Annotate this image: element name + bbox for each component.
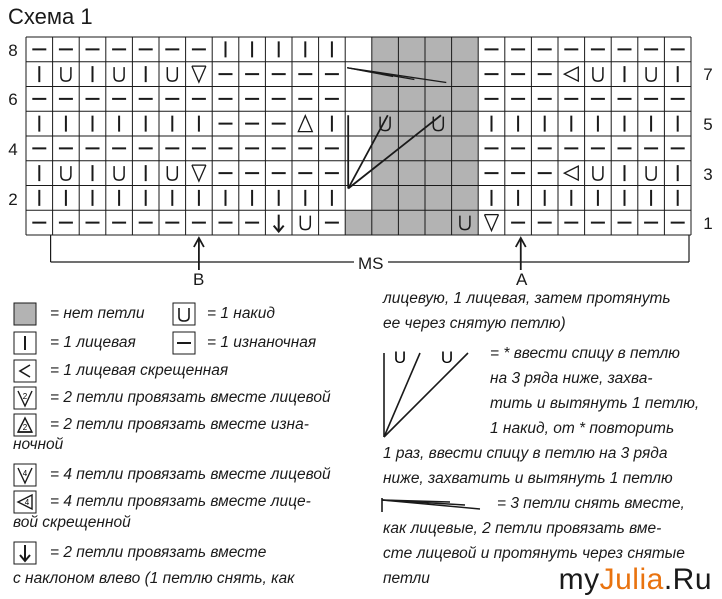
knit-symbol-icon bbox=[13, 331, 37, 355]
cluster-stitch-symbol-icon bbox=[380, 345, 476, 441]
marker-a-label: A bbox=[512, 270, 531, 290]
k4tog-tbl-symbol-icon bbox=[13, 490, 37, 514]
legend-ssk: = 2 петли провязать вместе bbox=[50, 544, 267, 561]
legend-slip3-cont-2: сте лицевой и протянуть через снятые bbox=[383, 545, 685, 562]
legend-slip3-cont-3: петли bbox=[383, 570, 430, 587]
twisted-knit-symbol-icon bbox=[13, 359, 37, 383]
watermark-my: my bbox=[558, 563, 600, 596]
yarn-over-stitch bbox=[646, 166, 656, 180]
yarn-over-stitch bbox=[300, 216, 310, 230]
legend-ssk-cont: с наклоном влево (1 петлю снять, как bbox=[13, 570, 295, 587]
legend-ssk-cont-3: ее через снятую петлю) bbox=[383, 315, 566, 332]
legend-slip3: = 3 петли снять вместе, bbox=[497, 495, 685, 512]
yarn-over-symbol-icon bbox=[172, 302, 196, 326]
purl-symbol-icon bbox=[172, 331, 196, 355]
svg-text:U: U bbox=[393, 348, 407, 367]
legend-yarn-over: = 1 накид bbox=[207, 305, 275, 322]
row-number-6: 6 bbox=[8, 90, 18, 109]
row-number-3: 3 bbox=[703, 165, 713, 184]
legend-slip3-cont-1: как лицевые, 2 петли провязать вме- bbox=[383, 520, 662, 537]
p2tog-symbol-icon bbox=[13, 413, 37, 437]
legend-purl: = 1 изнаночная bbox=[207, 334, 317, 351]
legend-twisted-knit: = 1 лицевая скрещенная bbox=[50, 362, 229, 379]
svg-text:2: 2 bbox=[22, 423, 28, 432]
watermark-logo bbox=[559, 563, 712, 597]
legend-cluster-cont-4: 1 раз, ввести спицу в петлю на 3 ряда bbox=[383, 445, 668, 462]
k4tog-tbl-stitch bbox=[564, 67, 578, 81]
ms-label: MS bbox=[354, 254, 388, 274]
k2tog-stitch bbox=[485, 215, 499, 231]
legend-k2tog: = 2 петли провязать вместе лицевой bbox=[50, 389, 331, 406]
row-number-5: 5 bbox=[703, 115, 713, 134]
k2tog-symbol-icon bbox=[13, 386, 37, 410]
slip3-symbol-icon bbox=[380, 495, 486, 515]
row-number-8: 8 bbox=[8, 41, 18, 60]
svg-text:4: 4 bbox=[22, 469, 28, 478]
row-number-1: 1 bbox=[703, 214, 713, 233]
chart-title: Схема 1 bbox=[8, 4, 93, 29]
legend-p2tog: = 2 петли провязать вместе изна- bbox=[50, 416, 309, 433]
row-number-2: 2 bbox=[8, 190, 18, 209]
k4tog-stitch bbox=[192, 165, 206, 181]
svg-text:4: 4 bbox=[24, 498, 30, 507]
yarn-over-stitch bbox=[114, 67, 124, 81]
legend-cluster-cont-5: ниже, захватить и вытянуть 1 петлю bbox=[383, 470, 673, 487]
legend-cluster-cont-3: 1 накид, от * повторить bbox=[490, 420, 675, 437]
k4tog-symbol-icon bbox=[13, 463, 37, 487]
yarn-over-stitch bbox=[167, 166, 177, 180]
legend-k4tog-tbl: = 4 петли провязать вместе лице- bbox=[50, 493, 311, 510]
svg-text:2: 2 bbox=[22, 392, 28, 401]
legend-p2tog-cont: ночной bbox=[13, 436, 64, 453]
yarn-over-stitch bbox=[646, 67, 656, 81]
p2tog-stitch bbox=[298, 116, 312, 132]
no-stitch-cell bbox=[345, 210, 372, 235]
watermark-ru: .Ru bbox=[663, 563, 712, 596]
yarn-over-stitch bbox=[114, 166, 124, 180]
yarn-over-stitch bbox=[593, 67, 603, 81]
legend-cluster-cont-1: на 3 ряда ниже, захва- bbox=[490, 370, 653, 387]
watermark-julia: Julia bbox=[599, 563, 664, 596]
legend-ssk-cont-2: лицевую, 1 лицевая, затем протянуть bbox=[383, 290, 671, 307]
ssk-arrow-symbol-icon bbox=[13, 541, 37, 565]
no-stitch-symbol-icon bbox=[13, 302, 37, 326]
legend-knit: = 1 лицевая bbox=[50, 334, 136, 351]
legend-k4tog-tbl-cont: вой скрещенной bbox=[13, 514, 131, 531]
k4tog-tbl-stitch bbox=[564, 166, 578, 180]
yarn-over-stitch bbox=[61, 166, 71, 180]
legend-cluster-cont-2: тить и вытянуть 1 петлю, bbox=[490, 395, 700, 412]
marker-b-label: B bbox=[189, 270, 208, 290]
yarn-over-stitch bbox=[593, 166, 603, 180]
row-number-4: 4 bbox=[8, 140, 18, 159]
svg-text:U: U bbox=[440, 348, 454, 367]
legend-cluster: = * ввести спицу в петлю bbox=[490, 345, 680, 362]
k4tog-stitch bbox=[192, 66, 206, 82]
row-number-7: 7 bbox=[703, 65, 713, 84]
legend-no-stitch: = нет петли bbox=[50, 305, 145, 322]
legend-k4tog: = 4 петли провязать вместе лицевой bbox=[50, 466, 331, 483]
yarn-over-stitch bbox=[167, 67, 177, 81]
yarn-over-stitch bbox=[61, 67, 71, 81]
